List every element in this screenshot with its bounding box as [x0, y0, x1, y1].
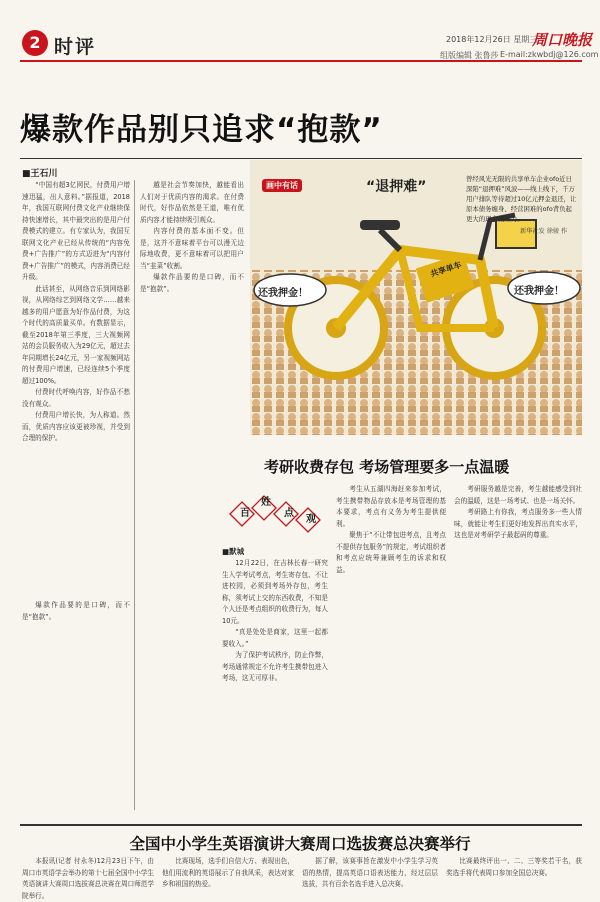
article-column-5: [454, 484, 582, 814]
paragraph: 越是社会节奏加快，越能看出人们对于优质内容的渴求。在付费时代，好作品依然是王道，唯有优质内容才能持续吸引观众。: [140, 181, 244, 224]
news-column-2: 比赛现场，选手们自信大方、表现出色，他们用流利的英语展示了自我风采，表达对家乡和祖国的热爱。: [162, 857, 294, 888]
article-column-1: [22, 180, 130, 598]
paragraph: 为了保护考试秩序，防止作弊，考场通常规定不允许考生携带包进入考场，这无可厚非。: [222, 651, 328, 682]
paragraph: 12月22日，在吉林长春一研究生入学考试考点，考生寄存包、不让进校园，必须到考场外存包，考生称，须考试上交的东西收费，不知是个人还是考点组织的收费行为，每人10元。: [222, 559, 328, 625]
paragraph: 考研路上有你我，考点服务多一些人情味，就能让考生们更好地发挥出真实水平，这也是对考研学子最起码的尊重。: [454, 508, 582, 539]
paragraph: 考生从五湖四海赶来参加考试，考生携带物品存放本是考场管理的基本要求，考点有义务为考生提供便利。: [336, 485, 446, 528]
paragraph: 爆款作品要的是口碑，而不是“抱款”。: [22, 601, 130, 621]
page-number-badge: 2: [22, 30, 48, 56]
newspaper-logo: 周口晚报: [532, 31, 593, 49]
sub-headline: 考研收费存包 考场管理要多一点温暖: [264, 458, 510, 476]
article-column-3: [222, 558, 328, 814]
section-title: 时评: [54, 36, 97, 58]
date-line: 2018年12月26日 星期三: [446, 35, 538, 44]
news-column-4: 比赛最终评出一、二、三等奖若干名，获奖选手将代表周口参加全国总决赛。: [446, 857, 582, 877]
paragraph: “中国有超3亿网民，付费用户增速迅猛，出人意料。”据报道，2018年，我国互联网付费文化产业继续保持快速增长，其中最突出的是用户付费模式的建立。有专家认为，我国互联网文化产业已经从传统的“内容免费+广告推广”的方式迈进为“内容付费+广告推广”的模式，内容消费已经升级。: [22, 181, 130, 281]
badge-char-2: 姓: [261, 497, 271, 508]
speech-bubble-right: 还我押金！: [514, 286, 564, 297]
author-byline: ■王石川: [22, 169, 58, 179]
illustration-tag: 画中有话: [262, 179, 302, 192]
bike-frame-label: 共享单车: [429, 260, 463, 279]
article-column-1-continued: [22, 600, 130, 810]
headline-rule: [20, 158, 582, 159]
illustration-caption: 曾经风光无限的共享单车企业ofo近日深陷“退押难”风波——线上线下，千万用户排队等待超过10亿元押金退还，让原本债务缠身、经营困难的ofo背负起更大的现金流压力。: [466, 175, 577, 223]
illustration-title: “退押难”: [366, 179, 427, 195]
badge-char-1: 百: [240, 508, 250, 519]
news-column-1: 本报讯(记者 付永冬)12月23日下午，由周口市英语学会举办的第十七届全国中小学生英语演讲大赛周口选拔赛总决赛在周口师范学院举行。: [22, 857, 154, 900]
news-column-3: 据了解，该赛事旨在激发中小学生学习英语的热情，提高英语口语表达能力，经过层层选拔，共有百余名选手进入总决赛。: [302, 857, 438, 888]
news-banner-headline: 全国中小学生英语演讲大赛周口选拔赛总决赛举行: [129, 835, 471, 853]
paragraph: 考研服务越是完善，考生越能感受到社会的温暖，这是一场考试、也是一场关怀。: [454, 485, 582, 505]
article-column-4: [336, 484, 446, 814]
header-rule: [20, 60, 582, 62]
email-line: E-mail:zkwbdj@126.com: [500, 50, 599, 59]
paragraph: 内容付费的基本面不变。但是，这并不意味着平台可以漫无边际地收费，更不意味着可以把用户当“韭菜”收割。: [140, 227, 244, 270]
paragraph: “真是处处是商家，这里一起都要收入。”: [222, 628, 328, 648]
paragraph: 聚焦于“不让带包进考点，且考点不提供存包服务”的规定，考试组织者和考点应统筹兼顾考生的诉求和权益。: [336, 531, 446, 574]
paragraph: 爆款作品要的是口碑，而不是“抱款”。: [140, 273, 244, 293]
headline: 爆款作品别只追求“抱款”: [20, 112, 383, 148]
paragraph: 付费用户增长快，为人称道。然而，优质内容应该更被珍视，并受到合理的保护。: [22, 411, 130, 442]
column-divider: [134, 180, 135, 810]
speech-bubble-left: 还我押金！: [258, 288, 308, 299]
editor-line: 组版编辑 张鲁莎: [440, 51, 499, 60]
badge-char-4: 观: [306, 514, 316, 525]
paragraph: 此话甚至，从网络音乐到网络影视，从网络综艺到网络文学……越来越多的用户愿意为好作品付费，为这个时代的高质量买单。有数据显示，截至2018年第三季度，三大视频网站的会员服务收入为29亿元，超过去年同期增长24亿元，另一家视频网站的付费用户增速，已经连续5个季度超过100%。: [22, 284, 130, 385]
banner-rule: [20, 824, 582, 826]
badge-char-3: 点: [284, 508, 294, 519]
paragraph: 付费时代呼唤内容，好作品不愁没有观众。: [22, 388, 130, 408]
commentary-byline: ■默城: [222, 547, 245, 556]
illustration-credit: 新华社发 徐骏 作: [520, 228, 568, 235]
